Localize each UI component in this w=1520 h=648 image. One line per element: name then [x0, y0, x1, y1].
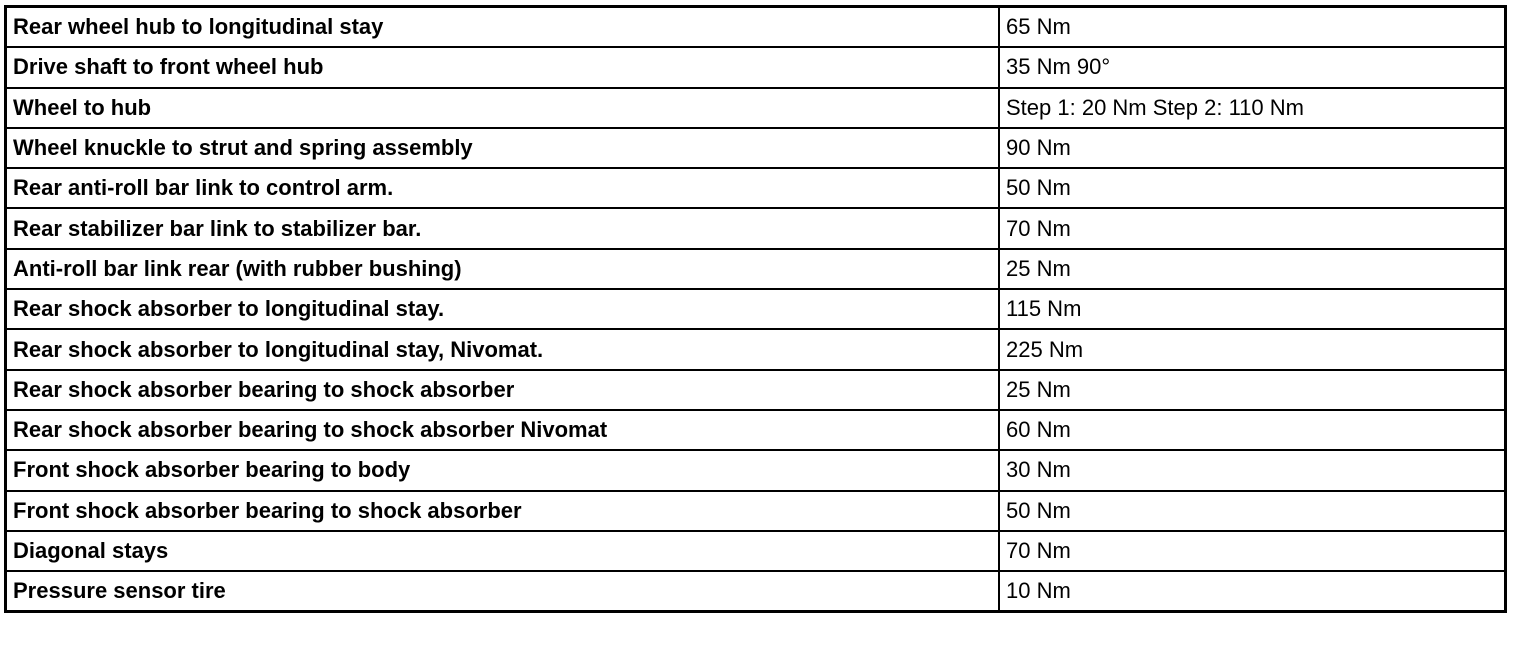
component-cell: Front shock absorber bearing to body	[6, 450, 1000, 490]
component-cell: Rear wheel hub to longitudinal stay	[6, 7, 1000, 48]
torque-cell: 70 Nm	[999, 208, 1506, 248]
torque-cell: 35 Nm 90°	[999, 47, 1506, 87]
torque-cell: 65 Nm	[999, 7, 1506, 48]
table-row	[6, 7, 1506, 48]
table-row	[6, 370, 1506, 410]
table-row	[6, 329, 1506, 369]
table-row	[6, 168, 1506, 208]
table-row	[6, 410, 1506, 450]
component-cell: Wheel knuckle to strut and spring assembly	[6, 128, 1000, 168]
component-cell: Rear shock absorber to longitudinal stay.	[6, 289, 1000, 329]
torque-cell: 50 Nm	[999, 168, 1506, 208]
table-row	[6, 249, 1506, 289]
component-cell: Rear shock absorber bearing to shock absorber Nivomat	[6, 410, 1000, 450]
component-cell: Diagonal stays	[6, 531, 1000, 571]
table-row	[6, 128, 1506, 168]
table-row	[6, 47, 1506, 87]
table-row	[6, 531, 1506, 571]
table-row	[6, 571, 1506, 612]
torque-cell: 10 Nm	[999, 571, 1506, 612]
torque-cell: 50 Nm	[999, 491, 1506, 531]
component-cell: Rear anti-roll bar link to control arm.	[6, 168, 1000, 208]
torque-cell: 60 Nm	[999, 410, 1506, 450]
torque-cell: 225 Nm	[999, 329, 1506, 369]
table-row	[6, 491, 1506, 531]
torque-cell: 70 Nm	[999, 531, 1506, 571]
torque-cell: Step 1: 20 Nm Step 2: 110 Nm	[999, 88, 1506, 128]
component-cell: Rear stabilizer bar link to stabilizer bar.	[6, 208, 1000, 248]
table-row	[6, 88, 1506, 128]
component-cell: Rear shock absorber to longitudinal stay, Nivomat.	[6, 329, 1000, 369]
torque-cell: 115 Nm	[999, 289, 1506, 329]
torque-spec-table	[4, 5, 1507, 613]
table-row	[6, 289, 1506, 329]
component-cell: Rear shock absorber bearing to shock absorber	[6, 370, 1000, 410]
component-cell: Drive shaft to front wheel hub	[6, 47, 1000, 87]
component-cell: Wheel to hub	[6, 88, 1000, 128]
torque-cell: 90 Nm	[999, 128, 1506, 168]
component-cell: Pressure sensor tire	[6, 571, 1000, 612]
component-cell: Anti-roll bar link rear (with rubber bushing)	[6, 249, 1000, 289]
table-row	[6, 208, 1506, 248]
torque-cell: 30 Nm	[999, 450, 1506, 490]
component-cell: Front shock absorber bearing to shock absorber	[6, 491, 1000, 531]
torque-cell: 25 Nm	[999, 370, 1506, 410]
table-row	[6, 450, 1506, 490]
torque-cell: 25 Nm	[999, 249, 1506, 289]
